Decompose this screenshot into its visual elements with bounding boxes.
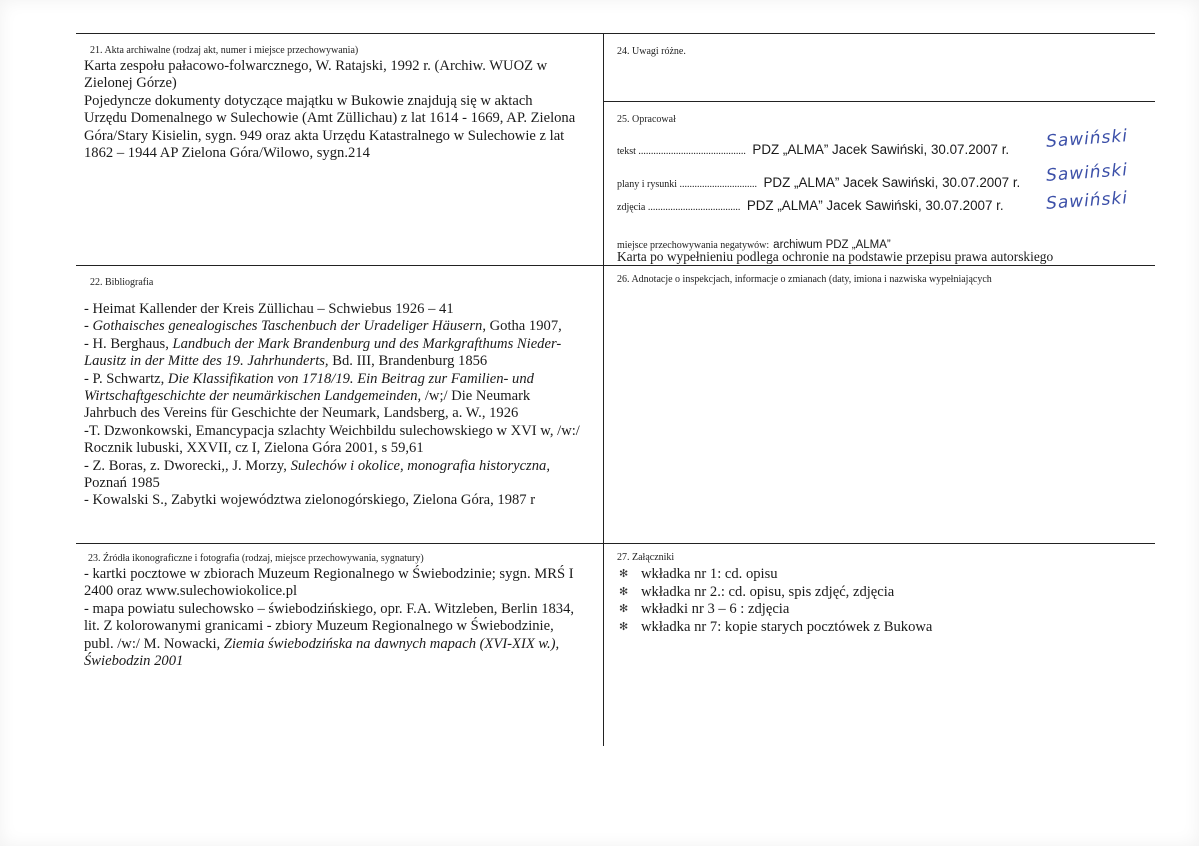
text-run: - Z. Boras, z. Dworecki,, J. Morzy, [84,457,291,474]
handwritten-signature: Sawiński [1045,126,1129,152]
section-23-iconographic-sources [84,552,599,670]
storage-label: miejsce przechowywania negatywów: [617,240,770,251]
text-run: publ. /w:/ M. Nowacki, [84,635,224,652]
bibliography-list [84,301,599,510]
text-run: - H. Berghaus, [84,335,173,352]
text-run: Rocznik lubuski, XXVII, cz I, Zielona Góra 2001, s 59,61 [84,440,424,457]
prepared-by-plans-row [617,175,1020,190]
attachments-list [617,566,1147,636]
text-line: 1862 – 1944 AP Zielona Góra/Wilowo, sygn.214 [84,145,370,162]
attachment-text: wkładki nr 3 – 6 : zdjęcia [641,601,790,618]
attachment-item [617,584,1147,602]
attachment-item [617,601,1147,619]
section-21-archival-records [84,44,596,162]
bibliography-line [84,475,599,492]
row-value: PDZ „ALMA” Jacek Sawiński, 30.07.2007 r. [763,175,1021,190]
prepared-by-photos-row [617,198,1004,213]
dot-leader: ..................................... [647,202,741,213]
bibliography-line [84,458,599,475]
attachment-text: wkładka nr 2.: cd. opisu, spis zdjęć, zdjęcia [641,583,895,600]
text-line: Karta zespołu pałacowo-folwarcznego, W. Ratajski, 1992 r. (Archiw. WUOZ w [84,58,548,74]
text-run: /w;/ Die Neumark [421,388,531,405]
section-21-text [84,58,596,162]
section-23-label: 23. Źródła ikonograficzne i fotografia (rodzaj, miejsce przechowywania, sygnatury) [88,553,424,564]
attachment-text: wkładka nr 7: kopie starych pocztówek z Bukowa [641,618,933,635]
text-line: Zielonej Górze) [84,75,177,92]
asterisk-bullet-icon: ✻ [619,603,629,616]
section-21-label: 21. Akta archiwalne (rodzaj akt, numer i miejsce przechowywania) [90,45,359,56]
section-22-bibliography [84,276,599,510]
row-value: PDZ „ALMA” Jacek Sawiński, 30.07.2007 r. [746,198,1004,213]
text-run: 2400 oraz www.sulechowiokolice.pl [84,583,298,600]
row-key: tekst [617,146,636,157]
prepared-by-text-row [617,142,1009,157]
text-run: - Kowalski S., Zabytki województwa zielonogórskiego, Zielona Góra, 1987 r [84,492,536,509]
source-line [84,583,599,600]
handwritten-signature: Sawiński [1045,188,1129,214]
bibliography-line [84,371,599,388]
text-run: Lausitz in der Mitte des 19. Jahrhunderts, [84,353,329,370]
section-25-label: 25. Opracował [617,114,676,125]
copyright-note: Karta po wypełnieniu podlega ochronie na podstawie przepisu prawa autorskiego [617,249,1054,264]
bibliography-line [84,318,599,335]
text-line: Góra/Stary Kisielin, sygn. 949 oraz akta Urzędu Katastralnego w Sulechowie z lat [84,127,565,144]
text-run: Die Klassifikation von 1718/19. Ein Beitrag zur Familien- und [167,370,534,387]
text-run: Jahrbuch des Vereins für Geschichte der Neumark, Landsberg, a. W., 1926 [84,405,519,422]
section-24-label: 24. Uwagi różne. [617,46,686,57]
source-line [84,566,599,583]
rule-24-25 [604,101,1155,102]
row-key: zdjęcia [617,202,646,213]
text-run: - mapa powiatu sulechowsko – świebodzińskiego, opr. F.A. Witzleben, Berlin 1834, [84,600,575,617]
bibliography-line [84,336,599,353]
text-run: - P. Schwartz, [84,370,168,387]
text-run: Ziemia świebodzińska na dawnych mapach (XVI-XIX w.), [223,635,560,652]
text-run: - [84,318,93,335]
text-run: Gothaisches genealogisches Taschenbuch der Uradeliger Häusern [92,318,483,335]
asterisk-bullet-icon: ✻ [619,585,629,598]
top-rule [76,33,1155,34]
section-26-label: 26. Adnotacje o inspekcjach, informacje o zmianach (daty, imiona i nazwiska wypełniających [617,274,992,285]
sources-list [84,566,599,670]
handwritten-signature: Sawiński [1045,160,1129,186]
text-run: Landbuch der Mark Brandenburg und des Markgrafthums Nieder- [172,335,562,352]
text-run: -T. Dzwonkowski, Emancypacja szlachty Weichbildu sulechowskiego w XVI w, /w:/ [84,422,580,439]
column-divider [603,33,604,746]
dot-leader: ........................................... [638,146,746,157]
bibliography-line [84,492,599,509]
bibliography-line [84,440,599,457]
bibliography-line [84,353,599,370]
text-run: - Heimat Kallender der Kreis Züllichau – Schwiebus 1926 – 41 [84,301,454,317]
text-run: Świebodzin 2001 [84,653,184,670]
attachment-item [617,566,1147,584]
bibliography-line [84,423,599,440]
text-line: Urzędu Domenalnego w Sulechowie (Amt Züllichau) z lat 1614 - 1669, AP. Zielona [84,110,576,127]
text-run: , Gotha 1907, [482,318,562,335]
rule-row2-row3 [76,543,1155,544]
storage-value: archiwum PDZ „ALMA” [773,239,891,251]
bibliography-line [84,388,599,405]
attachment-text: wkładka nr 1: cd. opisu [641,566,778,582]
section-22-label: 22. Bibliografia [90,277,154,288]
bibliography-line [84,301,599,318]
source-line [84,601,599,618]
section-27-label: 27. Załączniki [617,552,675,563]
text-run: lit. Z kolorowanymi granicami - zbiory Muzeum Regionalnego w Świebodzinie, [84,618,554,635]
source-line [84,636,599,653]
text-line: Pojedyncze dokumenty dotyczące majątku w Bukowie znajdują się w aktach [84,92,533,109]
text-run: Sulechów i okolice, monografia historyczna, [290,457,550,474]
dot-leader: ............................... [679,179,757,190]
source-line [84,618,599,635]
asterisk-bullet-icon: ✻ [619,568,629,580]
text-run: Poznań 1985 [84,475,160,492]
rule-row1-row2 [76,265,1155,266]
source-line [84,653,599,670]
section-27-attachments [617,551,1147,636]
text-run: Bd. III, Brandenburg 1856 [328,353,488,370]
bibliography-line [84,405,599,422]
attachment-item [617,619,1147,637]
asterisk-bullet-icon: ✻ [619,620,629,633]
text-run: - kartki pocztowe w zbiorach Muzeum Regionalnego w Świebodzinie; sygn. MRŚ I [84,566,574,582]
text-run: Wirtschaftgeschichte der neumärkischen Landgemeinden, [84,388,422,405]
row-key: plany i rysunki [617,179,677,190]
row-value: PDZ „ALMA” Jacek Sawiński, 30.07.2007 r. [752,142,1010,157]
